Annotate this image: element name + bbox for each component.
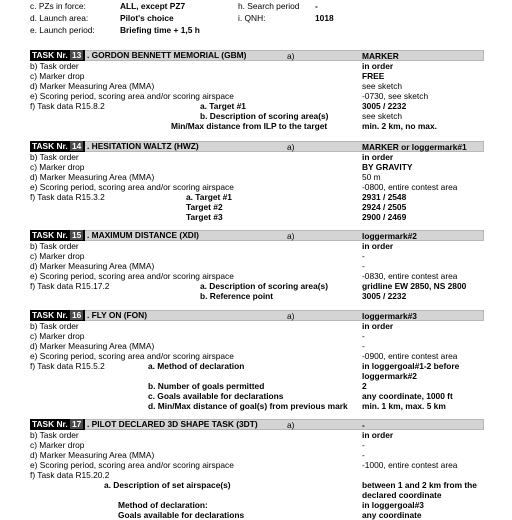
declaration-method-value-cont: loggermark#2 — [362, 371, 417, 381]
scoring-period-label: e) Scoring period, scoring area and/or scoring airspace — [30, 182, 234, 192]
marker-drop-value: - — [362, 440, 365, 450]
marker-drop-value: FREE — [362, 71, 385, 81]
scoring-area-value: see sketch — [362, 111, 403, 121]
declaration-method-label: Method of declaration: — [118, 500, 208, 510]
task-a-label: a) — [287, 420, 295, 430]
set-airspace-value-cont: declared coordinate — [362, 490, 442, 500]
declaration-method-value: in loggergoal#1-2 before — [362, 361, 460, 371]
search-period-value: - — [315, 1, 318, 11]
qnh-label: i. QNH: — [238, 13, 266, 23]
task-order-value: in order — [362, 152, 394, 162]
task-number-tag: TASK Nr. 14 — [30, 141, 85, 152]
task-number-tag: TASK Nr. 13 — [30, 50, 85, 61]
launch-period-label: e. Launch period: — [30, 25, 95, 35]
marker-drop-label: c) Marker drop — [30, 440, 85, 450]
marker-drop-value: - — [362, 251, 365, 261]
task-order-label: b) Task order — [30, 321, 79, 331]
task-a-label: a) — [287, 311, 295, 321]
launch-area-label: d. Launch area: — [30, 13, 89, 23]
mma-value: see sketch — [362, 81, 403, 91]
mma-label: d) Marker Measuring Area (MMA) — [30, 261, 155, 271]
task-a-label: a) — [287, 142, 295, 152]
marker-drop-value: - — [362, 331, 365, 341]
task-number: 15 — [72, 230, 82, 240]
marker-drop-label: c) Marker drop — [30, 162, 85, 172]
marker-drop-value: BY GRAVITY — [362, 162, 413, 172]
task-order-value: in order — [362, 321, 394, 331]
task-data-label: f) Task data R15.17.2 — [30, 281, 110, 291]
task-order-value: in order — [362, 61, 394, 71]
task-order-value: in order — [362, 241, 394, 251]
scoring-period-label: e) Scoring period, scoring area and/or scoring airspace — [30, 91, 234, 101]
scoring-period-value: -1000, entire contest area — [362, 460, 458, 470]
marker-drop-label: c) Marker drop — [30, 331, 85, 341]
task-number-tag: TASK Nr. 17 — [30, 419, 85, 430]
mma-label: d) Marker Measuring Area (MMA) — [30, 341, 155, 351]
goal-distance-value: min. 1 km, max. 5 km — [362, 401, 446, 411]
scoring-area-label: b. Description of scoring area(s) — [200, 111, 329, 121]
task-order-label: b) Task order — [30, 430, 79, 440]
declaration-method-value: in loggergoal#3 — [362, 500, 424, 510]
scoring-period-value: -0900, entire contest area — [362, 351, 458, 361]
marker-drop-label: c) Marker drop — [30, 251, 85, 261]
task-title: . HESITATION WALTZ (HWZ) — [87, 141, 199, 151]
mma-value: - — [362, 450, 365, 460]
scoring-period-value: -0830, entire contest area — [362, 271, 458, 281]
task-order-label: b) Task order — [30, 152, 79, 162]
goals-permitted-value: 2 — [362, 381, 367, 391]
task-a-value: loggermark#2 — [362, 231, 417, 241]
target-2-value: 2924 / 2505 — [362, 202, 407, 212]
target-3-value: 2900 / 2469 — [362, 212, 407, 222]
scoring-area-value: gridline EW 2850, NS 2800 — [362, 281, 467, 291]
scoring-period-value: -0730, see sketch — [362, 91, 429, 101]
task-data-label: f) Task data R15.5.2 — [30, 361, 105, 371]
target-1-value: 3005 / 2232 — [362, 101, 407, 111]
launch-period-value: Briefing time + 1,5 h — [120, 25, 200, 35]
task-number: 14 — [72, 141, 82, 151]
launch-area-value: Pilot's choice — [120, 13, 174, 23]
task-a-value: loggermark#3 — [362, 311, 417, 321]
target-2-label: Target #2 — [186, 202, 223, 212]
marker-drop-label: c) Marker drop — [30, 71, 85, 81]
mma-label: d) Marker Measuring Area (MMA) — [30, 450, 155, 460]
task-order-label: b) Task order — [30, 61, 79, 71]
target-1-value: 2931 / 2548 — [362, 192, 407, 202]
mma-label: d) Marker Measuring Area (MMA) — [30, 172, 155, 182]
mma-value: - — [362, 261, 365, 271]
task-data-label: f) Task data R15.3.2 — [30, 192, 105, 202]
task-number: 13 — [72, 50, 82, 60]
reference-point-label: b. Reference point — [200, 291, 274, 301]
goals-available-label: Goals available for declarations — [118, 510, 245, 520]
task-number-tag: TASK Nr. 16 — [30, 310, 85, 321]
scoring-period-label: e) Scoring period, scoring area and/or scoring airspace — [30, 271, 234, 281]
task-a-value: MARKER or loggermark#1 — [362, 142, 467, 152]
task-title: . FLY ON (FON) — [87, 310, 148, 320]
min-max-distance-value: min. 2 km, no max. — [362, 121, 437, 131]
scoring-period-value: -0800, entire contest area — [362, 182, 458, 192]
task-a-label: a) — [287, 51, 295, 61]
pz-label: c. PZs in force: — [30, 1, 86, 11]
task-data-label: f) Task data R15.20.2 — [30, 470, 110, 480]
mma-value: - — [362, 341, 365, 351]
pz-value: ALL, except PZ7 — [120, 1, 186, 11]
set-airspace-label: a. Description of set airspace(s) — [104, 480, 231, 490]
search-period-label: h. Search period — [238, 1, 300, 11]
goal-distance-label: d. Min/Max distance of goal(s) from previous mark — [148, 401, 348, 411]
task-title: . PILOT DECLARED 3D SHAPE TASK (3DT) — [87, 419, 258, 429]
goals-available-value: any coordinate, 1000 ft — [362, 391, 453, 401]
task-number: 16 — [72, 310, 82, 320]
task-a-value: - — [362, 420, 365, 430]
task-title: . MAXIMUM DISTANCE (XDI) — [87, 230, 199, 240]
task-order-label: b) Task order — [30, 241, 79, 251]
target-3-label: Target #3 — [186, 212, 223, 222]
goals-permitted-label: b. Number of goals permitted — [148, 381, 265, 391]
scoring-area-label: a. Description of scoring area(s) — [200, 281, 328, 291]
reference-point-value: 3005 / 2232 — [362, 291, 407, 301]
declaration-method-label: a. Method of declaration — [148, 361, 245, 371]
target-1-label: a. Target #1 — [186, 192, 232, 202]
task-a-label: a) — [287, 231, 295, 241]
qnh-value: 1018 — [315, 13, 334, 23]
target-1-label: a. Target #1 — [200, 101, 246, 111]
goals-available-value: any coordinate — [362, 510, 422, 520]
task-order-value: in order — [362, 430, 394, 440]
mma-label: d) Marker Measuring Area (MMA) — [30, 81, 155, 91]
task-number-tag: TASK Nr. 15 — [30, 230, 85, 241]
min-max-distance-label: Min/Max distance from ILP to the target — [171, 121, 328, 131]
goals-available-label: c. Goals available for declarations — [148, 391, 284, 401]
task-a-value: MARKER — [362, 51, 399, 61]
mma-value: 50 m — [362, 172, 381, 182]
set-airspace-value: between 1 and 2 km from the — [362, 480, 477, 490]
task-title: . GORDON BENNETT MEMORIAL (GBM) — [87, 50, 247, 60]
task-data-label: f) Task data R15.8.2 — [30, 101, 105, 111]
scoring-period-label: e) Scoring period, scoring area and/or scoring airspace — [30, 460, 234, 470]
scoring-period-label: e) Scoring period, scoring area and/or scoring airspace — [30, 351, 234, 361]
task-number: 17 — [72, 419, 82, 429]
